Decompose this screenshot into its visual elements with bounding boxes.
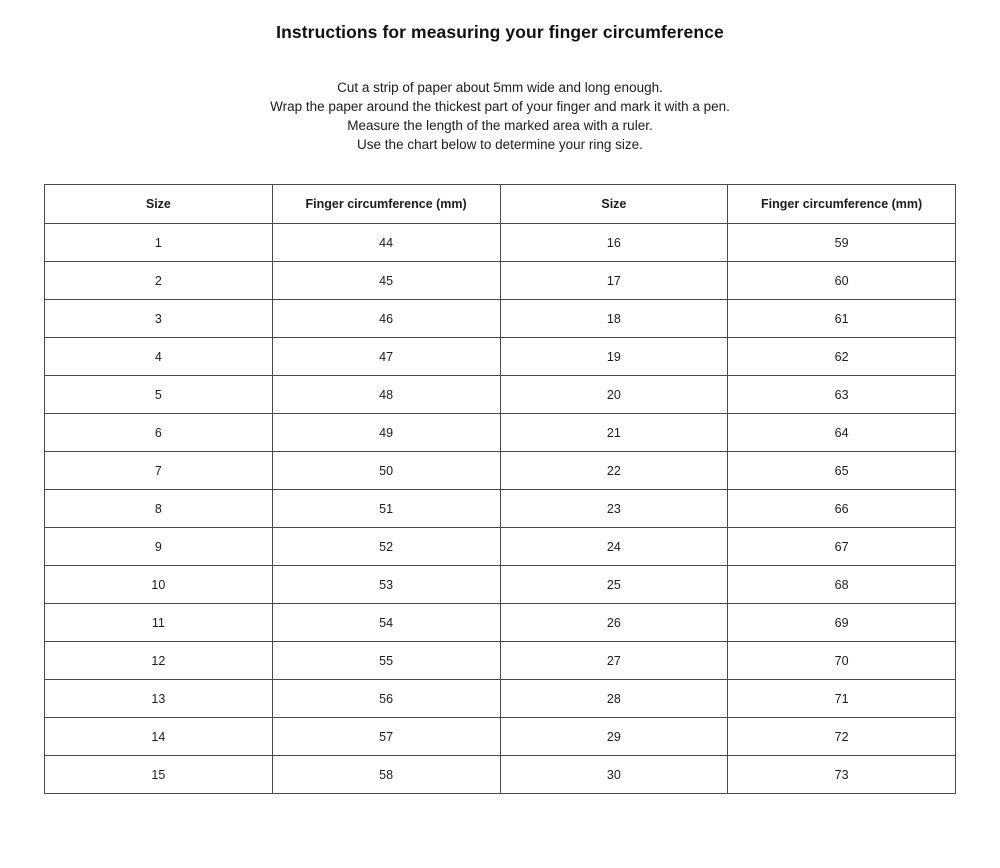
table-cell: 13 xyxy=(45,680,273,718)
table-cell: 4 xyxy=(45,338,273,376)
table-cell: 15 xyxy=(45,756,273,794)
table-cell: 44 xyxy=(272,224,500,262)
table-cell: 63 xyxy=(728,376,956,414)
table-cell: 61 xyxy=(728,300,956,338)
table-cell: 26 xyxy=(500,604,728,642)
table-cell: 54 xyxy=(272,604,500,642)
table-cell: 60 xyxy=(728,262,956,300)
page-title: Instructions for measuring your finger circumference xyxy=(276,22,724,42)
table-cell: 48 xyxy=(272,376,500,414)
table-cell: 56 xyxy=(272,680,500,718)
table-row xyxy=(45,718,956,756)
table-cell: 71 xyxy=(728,680,956,718)
table-cell: 64 xyxy=(728,414,956,452)
table-cell: 24 xyxy=(500,528,728,566)
size-chart-table xyxy=(44,184,956,794)
table-cell: 50 xyxy=(272,452,500,490)
table-cell: 19 xyxy=(500,338,728,376)
table-cell: 14 xyxy=(45,718,273,756)
table-cell: 72 xyxy=(728,718,956,756)
table-cell: 58 xyxy=(272,756,500,794)
table-cell: 9 xyxy=(45,528,273,566)
table-cell: 25 xyxy=(500,566,728,604)
table-cell: 30 xyxy=(500,756,728,794)
table-row xyxy=(45,680,956,718)
table-cell: 62 xyxy=(728,338,956,376)
table-cell: 45 xyxy=(272,262,500,300)
table-cell: 69 xyxy=(728,604,956,642)
table-cell: 29 xyxy=(500,718,728,756)
table-cell: 65 xyxy=(728,452,956,490)
table-cell: 12 xyxy=(45,642,273,680)
table-row xyxy=(45,414,956,452)
table-row xyxy=(45,452,956,490)
table-cell: 51 xyxy=(272,490,500,528)
table-cell: 49 xyxy=(272,414,500,452)
table-cell: 27 xyxy=(500,642,728,680)
table-cell: 66 xyxy=(728,490,956,528)
table-row xyxy=(45,338,956,376)
table-header-row xyxy=(45,185,956,224)
table-cell: 70 xyxy=(728,642,956,680)
table-cell: 2 xyxy=(45,262,273,300)
table-row xyxy=(45,300,956,338)
table-cell: 3 xyxy=(45,300,273,338)
column-header-circumference-right: Finger circumference (mm) xyxy=(728,185,956,224)
table-cell: 22 xyxy=(500,452,728,490)
instruction-line-2: Wrap the paper around the thickest part of your finger and mark it with a pen. xyxy=(270,99,730,114)
table-row xyxy=(45,642,956,680)
column-header-circumference-left: Finger circumference (mm) xyxy=(272,185,500,224)
table-cell: 21 xyxy=(500,414,728,452)
instructions-block xyxy=(0,78,1000,154)
table-cell: 57 xyxy=(272,718,500,756)
table-cell: 17 xyxy=(500,262,728,300)
instruction-line-3: Measure the length of the marked area with a ruler. xyxy=(347,118,653,133)
table-cell: 10 xyxy=(45,566,273,604)
column-header-size-right: Size xyxy=(500,185,728,224)
table-row xyxy=(45,756,956,794)
column-header-size-left: Size xyxy=(45,185,273,224)
table-cell: 18 xyxy=(500,300,728,338)
table-cell: 23 xyxy=(500,490,728,528)
table-row xyxy=(45,224,956,262)
table-cell: 59 xyxy=(728,224,956,262)
table-row xyxy=(45,528,956,566)
table-cell: 16 xyxy=(500,224,728,262)
table-row xyxy=(45,604,956,642)
table-cell: 67 xyxy=(728,528,956,566)
table-row xyxy=(45,376,956,414)
table-cell: 47 xyxy=(272,338,500,376)
table-row xyxy=(45,490,956,528)
table-cell: 6 xyxy=(45,414,273,452)
table-cell: 11 xyxy=(45,604,273,642)
table-cell: 46 xyxy=(272,300,500,338)
table-cell: 20 xyxy=(500,376,728,414)
table-cell: 55 xyxy=(272,642,500,680)
table-cell: 53 xyxy=(272,566,500,604)
instruction-line-4: Use the chart below to determine your ring size. xyxy=(357,137,643,152)
ring-size-guide-page xyxy=(0,22,1000,868)
table-cell: 5 xyxy=(45,376,273,414)
table-cell: 52 xyxy=(272,528,500,566)
table-cell: 73 xyxy=(728,756,956,794)
table-cell: 68 xyxy=(728,566,956,604)
table-row xyxy=(45,566,956,604)
table-row xyxy=(45,262,956,300)
table-cell: 7 xyxy=(45,452,273,490)
table-cell: 8 xyxy=(45,490,273,528)
instruction-line-1: Cut a strip of paper about 5mm wide and long enough. xyxy=(337,80,663,95)
table-cell: 1 xyxy=(45,224,273,262)
table-body xyxy=(45,224,956,794)
table-cell: 28 xyxy=(500,680,728,718)
